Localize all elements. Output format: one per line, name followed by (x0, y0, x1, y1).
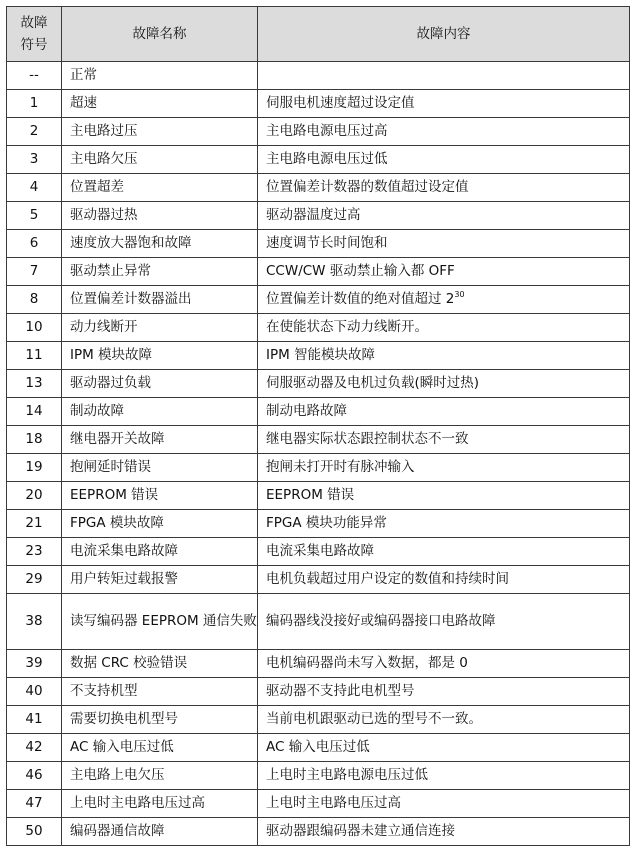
fault-description-text: 电流采集电路故障 (266, 543, 374, 559)
fault-description-text: IPM 智能模块故障 (266, 347, 376, 363)
table-header (7, 7, 630, 62)
fault-description-cell (258, 482, 630, 510)
fault-description-cell (258, 286, 630, 314)
fault-description-text: EEPROM 错误 (266, 487, 355, 503)
table-row (7, 174, 630, 202)
fault-name-cell: IPM 模块故障 (62, 342, 258, 370)
table-row (7, 762, 630, 790)
fault-description-text: 速度调节长时间饱和 (266, 235, 388, 251)
fault-code-cell: 50 (7, 818, 62, 846)
table-row (7, 62, 630, 90)
fault-description-cell (258, 454, 630, 482)
fault-description-cell (258, 90, 630, 118)
fault-name-cell: 位置偏差计数器溢出 (62, 286, 258, 314)
fault-description-text: 抱闸未打开时有脉冲输入 (266, 459, 415, 475)
fault-name-cell: 动力线断开 (62, 314, 258, 342)
fault-code-cell: 1 (7, 90, 62, 118)
table-row (7, 90, 630, 118)
fault-name-cell: 读写编码器 EEPROM 通信失败 (62, 594, 258, 650)
fault-code-cell: 21 (7, 510, 62, 538)
fault-code-cell: 14 (7, 398, 62, 426)
fault-description-cell (258, 62, 630, 90)
table-row (7, 314, 630, 342)
table-row (7, 538, 630, 566)
fault-name-cell: EEPROM 错误 (62, 482, 258, 510)
table-row (7, 426, 630, 454)
fault-description-text: 驱动器温度过高 (266, 207, 361, 223)
fault-name-cell: 编码器通信故障 (62, 818, 258, 846)
table-row (7, 286, 630, 314)
fault-description-text: FPGA 模块功能异常 (266, 515, 387, 531)
fault-name-cell: AC 输入电压过低 (62, 734, 258, 762)
table-row (7, 706, 630, 734)
fault-description-text: 驱动器不支持此电机型号 (266, 683, 415, 699)
header-fault-name: 故障名称 (62, 7, 258, 62)
fault-description-text: AC 输入电压过低 (266, 739, 370, 755)
table-row (7, 398, 630, 426)
fault-code-cell: 19 (7, 454, 62, 482)
table-row (7, 258, 630, 286)
table-row (7, 594, 630, 650)
fault-description-text: 当前电机跟驱动已选的型号不一致。 (266, 711, 482, 727)
fault-description-cell (258, 426, 630, 454)
fault-code-cell: 23 (7, 538, 62, 566)
fault-description-cell (258, 342, 630, 370)
fault-description-cell (258, 174, 630, 202)
fault-code-cell: 8 (7, 286, 62, 314)
fault-code-cell: 46 (7, 762, 62, 790)
fault-code-cell: 5 (7, 202, 62, 230)
fault-name-cell: 需要切换电机型号 (62, 706, 258, 734)
fault-description-cell (258, 510, 630, 538)
table-row (7, 482, 630, 510)
header-fault-code (7, 7, 62, 62)
fault-name-cell: 不支持机型 (62, 678, 258, 706)
table-row (7, 202, 630, 230)
fault-name-cell: 速度放大器饱和故障 (62, 230, 258, 258)
fault-description-text: 位置偏差计数器的数值超过设定值 (266, 179, 469, 195)
fault-description-text: 主电路电源电压过低 (266, 151, 388, 167)
fault-description-cell (258, 594, 630, 650)
fault-code-cell: 29 (7, 566, 62, 594)
fault-description-cell (258, 202, 630, 230)
fault-code-table-container (6, 6, 630, 846)
fault-description-cell (258, 258, 630, 286)
fault-code-cell: 4 (7, 174, 62, 202)
table-row (7, 230, 630, 258)
fault-name-cell: 抱闸延时错误 (62, 454, 258, 482)
fault-code-cell: 47 (7, 790, 62, 818)
table-row (7, 146, 630, 174)
exponent-superscript: 30 (454, 290, 465, 299)
fault-description-cell (258, 146, 630, 174)
fault-description-text: 继电器实际状态跟控制状态不一致 (266, 431, 469, 447)
fault-name-cell: 正常 (62, 62, 258, 90)
fault-name-cell: 位置超差 (62, 174, 258, 202)
table-row (7, 454, 630, 482)
fault-description-cell (258, 678, 630, 706)
fault-name-cell: 主电路上电欠压 (62, 762, 258, 790)
fault-description-cell (258, 706, 630, 734)
fault-description-text: 驱动器跟编码器未建立通信连接 (266, 823, 455, 839)
fault-description-text: 伺服电机速度超过设定值 (266, 95, 415, 111)
fault-name-cell: FPGA 模块故障 (62, 510, 258, 538)
fault-description-cell (258, 538, 630, 566)
table-row (7, 370, 630, 398)
fault-description-text: 制动电路故障 (266, 403, 347, 419)
header-row (7, 7, 630, 62)
fault-description-cell (258, 314, 630, 342)
header-fault-description: 故障内容 (258, 7, 630, 62)
table-body (7, 62, 630, 846)
fault-description-text: 电机负载超过用户设定的数值和持续时间 (266, 571, 509, 587)
fault-name-cell: 上电时主电路电压过高 (62, 790, 258, 818)
table-row (7, 818, 630, 846)
fault-description-text: 伺服驱动器及电机过负载(瞬时过热) (266, 375, 480, 391)
table-row (7, 650, 630, 678)
fault-description-cell (258, 762, 630, 790)
fault-description-cell (258, 790, 630, 818)
fault-description-cell (258, 230, 630, 258)
fault-name-cell: 数据 CRC 校验错误 (62, 650, 258, 678)
header-fault-code-line2: 符号 (20, 37, 48, 53)
fault-description-text: CCW/CW 驱动禁止输入都 OFF (266, 263, 455, 279)
fault-description-cell (258, 566, 630, 594)
fault-description-cell (258, 118, 630, 146)
fault-name-cell: 继电器开关故障 (62, 426, 258, 454)
fault-code-cell: 20 (7, 482, 62, 510)
fault-code-cell: 11 (7, 342, 62, 370)
fault-name-cell: 驱动器过热 (62, 202, 258, 230)
fault-name-cell: 电流采集电路故障 (62, 538, 258, 566)
fault-code-cell: 13 (7, 370, 62, 398)
fault-description-text: 位置偏差计数值的绝对值超过 2 (266, 291, 455, 307)
fault-code-cell: 38 (7, 594, 62, 650)
fault-code-cell: 2 (7, 118, 62, 146)
fault-name-cell: 驱动禁止异常 (62, 258, 258, 286)
table-row (7, 118, 630, 146)
fault-description-cell (258, 370, 630, 398)
fault-description-cell (258, 734, 630, 762)
fault-code-cell: 39 (7, 650, 62, 678)
table-row (7, 566, 630, 594)
table-row (7, 678, 630, 706)
fault-description-cell (258, 818, 630, 846)
fault-description-text: 主电路电源电压过高 (266, 123, 388, 139)
fault-code-cell: 40 (7, 678, 62, 706)
fault-description-text: 上电时主电路电压过高 (266, 795, 401, 811)
fault-code-cell: -- (7, 62, 62, 90)
header-fault-code-line1: 故障 (20, 15, 48, 31)
fault-description-text: 上电时主电路电源电压过低 (266, 767, 428, 783)
fault-name-cell: 用户转矩过载报警 (62, 566, 258, 594)
fault-code-cell: 18 (7, 426, 62, 454)
fault-code-cell: 7 (7, 258, 62, 286)
fault-name-cell: 超速 (62, 90, 258, 118)
fault-code-cell: 3 (7, 146, 62, 174)
table-row (7, 790, 630, 818)
fault-description-text: 电机编码器尚未写入数据，都是 0 (266, 655, 468, 671)
table-row (7, 342, 630, 370)
fault-code-cell: 42 (7, 734, 62, 762)
table-row (7, 510, 630, 538)
fault-code-cell: 41 (7, 706, 62, 734)
fault-code-cell: 10 (7, 314, 62, 342)
fault-code-table (6, 6, 630, 846)
fault-name-cell: 主电路过压 (62, 118, 258, 146)
fault-description-text: 编码器线没接好或编码器接口电路故障 (266, 613, 496, 629)
fault-description-cell (258, 650, 630, 678)
fault-name-cell: 制动故障 (62, 398, 258, 426)
fault-description-text: 在使能状态下动力线断开。 (266, 319, 428, 335)
fault-name-cell: 驱动器过负载 (62, 370, 258, 398)
fault-name-cell: 主电路欠压 (62, 146, 258, 174)
table-row (7, 734, 630, 762)
fault-code-cell: 6 (7, 230, 62, 258)
fault-description-cell (258, 398, 630, 426)
